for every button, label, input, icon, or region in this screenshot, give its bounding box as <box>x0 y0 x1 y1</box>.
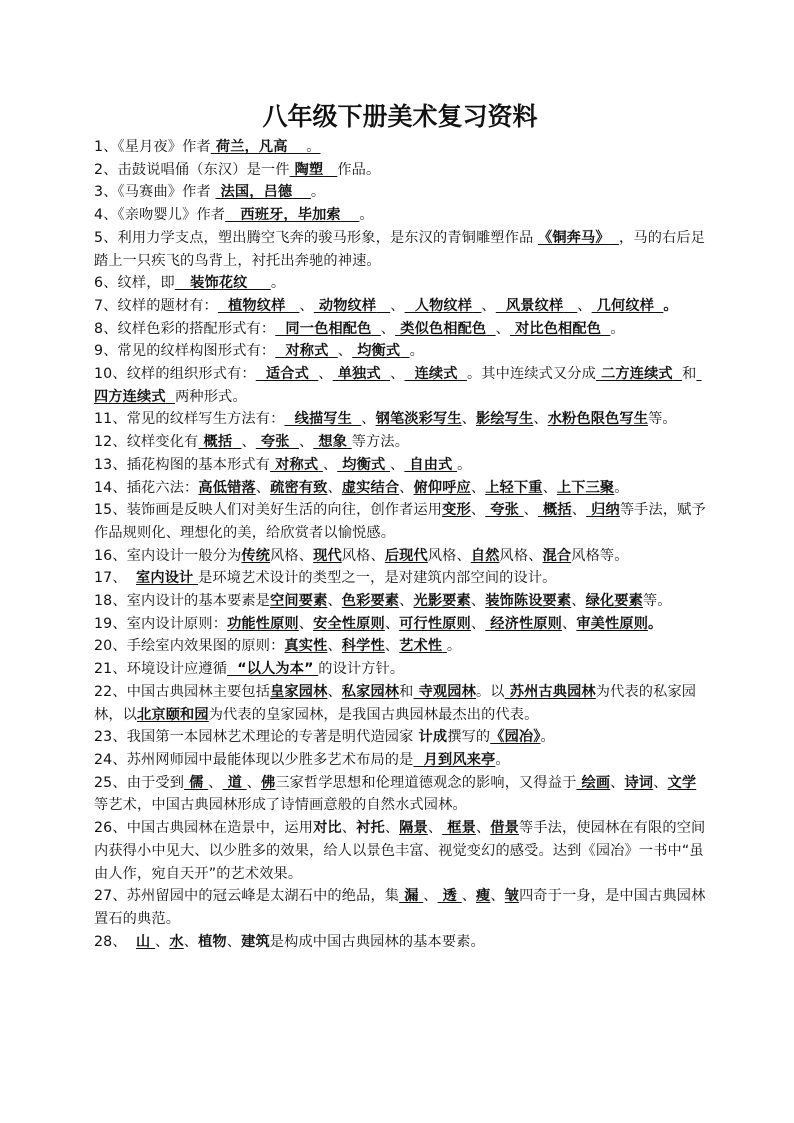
answer-text: 水粉色限色写生 <box>547 411 649 428</box>
item-text: 、 <box>390 297 405 314</box>
answer-text <box>371 321 380 337</box>
answer-text: 审美性原则 <box>576 615 649 632</box>
item-text: 、 <box>361 411 376 428</box>
answer-text: 现代 <box>313 547 342 564</box>
review-item: 14、插花六法：高低错落、疏密有致、虚实结合、俯仰呼应、上轻下重、上下三聚。 <box>94 479 629 496</box>
answer-text: 同一色相配色 <box>275 320 372 337</box>
item-text: 、 <box>523 502 538 519</box>
answer-text: 色彩要素 <box>341 593 400 610</box>
item-number: 27 <box>94 888 113 905</box>
item-text: 等手法，使园林在有限的空间内获得小中见大、以少胜多的效果，给人以景色丰富、视觉变幻的感受。达到《园冶》一书中“虽由人作，宛自天开”的艺术效果。 <box>94 820 706 882</box>
answer-text <box>673 366 682 382</box>
item-text: 、 <box>399 593 414 610</box>
item-text: 纹样的题材有： <box>117 297 218 314</box>
answer-text <box>486 321 495 337</box>
answer-text: 虚实结合 <box>341 479 400 496</box>
item-text: 、 <box>384 615 400 632</box>
answer-text: 水 <box>169 933 184 950</box>
item-number: 3 <box>94 184 104 201</box>
answer-text: 概括 <box>198 434 233 451</box>
item-text: 、 <box>327 638 342 655</box>
answer-text <box>458 366 467 382</box>
item-text: 和 <box>399 683 414 700</box>
item-text: 。 <box>270 275 286 292</box>
answer-text: 绿化要素 <box>585 593 643 610</box>
answer-text: 。 <box>287 139 321 155</box>
review-item: 20、手绘室内效果图的原则：真实性、科学性、艺术性 。 <box>94 638 462 655</box>
answer-text: 动物纹样 <box>313 297 377 314</box>
answer-text: 荷兰，凡高 <box>210 139 288 155</box>
answer-text <box>285 298 299 314</box>
item-text: 、 <box>490 888 505 905</box>
answer-text: 漏 <box>399 888 419 905</box>
answer-text <box>328 343 337 359</box>
item-number: 14 <box>94 479 113 496</box>
item-text: 、 <box>571 593 586 610</box>
review-item: 11、常见的纹样写生方法有： 线描写生 、钢笔淡彩写生、影绘写生、水粉色限色写生等。 <box>94 411 677 428</box>
answer-text: 西班牙，毕加索 <box>225 207 341 224</box>
answer-text: 二方连续式 <box>595 366 673 383</box>
item-text: 风格、 <box>427 547 471 564</box>
item-text: 三家哲学思想和伦理道德观念的影响，又得益于 <box>275 774 577 791</box>
item-text: 、 <box>495 320 510 337</box>
answer-text: 钢笔淡彩写生 <box>375 411 462 428</box>
answer-text: 道 <box>222 774 242 791</box>
review-item: 3、《马赛曲》作者 法国，吕德 。 <box>94 184 326 201</box>
item-text: 等方法。 <box>351 434 410 451</box>
answer-text: 隔景 <box>399 820 428 837</box>
item-number: 25 <box>94 774 113 791</box>
item-text: 、 <box>155 933 170 950</box>
item-text: 、 <box>327 593 342 610</box>
review-item: 5、利用力学支点，塑出腾空飞奔的骏马形象，是东汉的青铜雕塑作品 《铜奔马》 ，马的右后足踏上一只疾飞的鸟背上，衬托出奔驰的神速。 <box>94 229 706 269</box>
item-text: 、 <box>241 434 256 451</box>
item-text: 中国古典园林主要包括 <box>126 683 271 700</box>
item-text: 、 <box>299 297 314 314</box>
item-text: 环境设计应遵循 <box>126 661 228 678</box>
answer-text: 俯仰呼应 <box>413 479 471 496</box>
item-text: 。 <box>310 184 326 201</box>
answer-text: 绘画 <box>576 774 611 791</box>
item-text: 风格、 <box>341 547 385 564</box>
item-text: 等艺术，中国古典园林形成了诗情画意般的自然水式园林。 <box>94 797 467 814</box>
answer-text: 诗词 <box>624 774 654 791</box>
answer-text: 寺观园林 <box>413 683 476 700</box>
item-text: 、 <box>183 933 199 950</box>
item-text: 、 <box>246 774 261 791</box>
item-text: 纹样，即 <box>117 275 175 292</box>
answer-text: 线描写生 <box>284 411 352 428</box>
item-text: 、 <box>610 774 625 791</box>
item-number: 13 <box>94 456 113 473</box>
item-text: 、 <box>322 456 338 473</box>
item-number: 15 <box>94 502 113 519</box>
answer-text <box>292 184 311 200</box>
item-text: 、 <box>208 774 223 791</box>
item-text: 、 <box>327 479 342 496</box>
answer-text: 高低错落 <box>198 479 256 496</box>
answer-text: 安全性原则 <box>313 615 385 632</box>
answer-text: 真实性 <box>284 638 328 655</box>
answer-text: 传统 <box>241 547 271 564</box>
answer-text: 北京颐和园 <box>137 706 209 723</box>
answer-text: 科学性 <box>341 638 385 655</box>
item-text: 建筑 <box>241 933 270 950</box>
answer-text: 归纳 <box>586 502 620 519</box>
answer-text <box>472 298 481 314</box>
answer-text <box>323 162 337 178</box>
answer-text <box>563 298 577 314</box>
review-item: 28、 山 、水、植物、建筑是构成中国古典园林的基本要素。 <box>94 933 485 950</box>
answer-text: 类似色相配色 <box>395 320 487 337</box>
item-text: 手绘室内效果图的原则： <box>126 638 285 655</box>
answer-text <box>352 411 361 427</box>
item-text: 、 <box>327 683 342 700</box>
item-number: 19 <box>94 615 113 632</box>
item-text: 等。 <box>648 411 677 428</box>
answer-text: 对称式 <box>270 456 319 473</box>
answer-text: 山 <box>136 933 151 950</box>
item-text: 、 <box>255 479 271 496</box>
answer-text: 自然 <box>470 547 500 564</box>
answer-text: 光影要素 <box>413 593 471 610</box>
answer-text: 均衡式 <box>337 456 386 473</box>
item-number: 28 <box>94 933 113 950</box>
answer-text: 影绘写生 <box>476 411 534 428</box>
review-item-list <box>94 136 706 953</box>
item-text: 。 <box>663 297 678 314</box>
item-text: 风格、 <box>270 547 314 564</box>
item-text: 和 <box>682 366 697 383</box>
answer-text: 可行性原则 <box>399 615 471 632</box>
review-item: 4、《亲吻婴儿》作者 西班牙，毕加索 。 <box>94 207 374 224</box>
item-text <box>127 934 136 950</box>
item-text: 室内设计一般分为 <box>126 547 242 564</box>
review-item: 16、室内设计一般分为传统风格、现代风格、后现代风格、自然风格、混合风格等。 <box>94 547 629 564</box>
item-text: 击鼓说唱俑（东汉）是一件 <box>117 161 290 178</box>
answer-text: 想象 <box>313 434 348 451</box>
item-number: 20 <box>94 638 113 655</box>
review-item: 19、室内设计原则：功能性原则、安全性原则、可行性原则、 经济性原则、审美性原则。 <box>94 615 663 632</box>
review-item: 18、室内设计的基本要素是空间要素、色彩要素、光影要素、装饰陈设要素、绿化要素等。 <box>94 593 672 610</box>
item-text: 、 <box>475 820 491 837</box>
review-item: 25、由于受到 儒 、 道 、佛三家哲学思想和伦理道德观念的影响，又得益于 绘画、诗词、文学等艺术，中国古典园林形成了诗情画意般的自然水式园林。 <box>94 774 697 814</box>
answer-text <box>400 343 409 359</box>
answer-text: 混合 <box>542 547 572 564</box>
item-text: 。以 <box>475 683 505 700</box>
item-text: 、 <box>470 479 486 496</box>
item-text: 、 <box>298 615 314 632</box>
item-text: 、 <box>298 434 314 451</box>
answer-text: 对比色相配色 <box>509 320 602 337</box>
item-text: 的设计方针。 <box>318 661 405 678</box>
review-item: 27、苏州留园中的冠云峰是太湖石中的绝品，集 漏 、 透 、瘦、皱四奇于一身，是中国古典园林置石的典范。 <box>94 888 706 927</box>
item-text: 、 <box>384 638 400 655</box>
item-text: 。 <box>457 456 472 473</box>
answer-text: 艺术性 <box>399 638 443 655</box>
item-text: 插花六法： <box>126 479 199 496</box>
item-text: 纹样的组织形式有： <box>126 366 256 383</box>
item-number: 4 <box>94 207 104 224</box>
item-text: 对比 <box>313 820 342 837</box>
item-number: 18 <box>94 593 113 610</box>
item-text: 。 <box>614 479 629 496</box>
item-text: 室内设计原则： <box>126 615 228 632</box>
item-text: 作品。 <box>337 161 381 178</box>
item-text: 衬托 <box>356 820 385 837</box>
item-number: 23 <box>94 729 113 746</box>
item-text: 纹样变化有 <box>126 434 199 451</box>
answer-text: 月到风来亭 <box>413 751 496 768</box>
answer-text: 私家园林 <box>341 683 400 700</box>
item-text: 为代表的私家园林，以 <box>94 683 697 723</box>
review-item: 21、环境设计应遵循 “以人为本” 的设计方针。 <box>94 661 405 678</box>
answer-text <box>601 321 610 337</box>
answer-text: 透 <box>437 888 458 905</box>
item-text: 由于受到 <box>126 774 185 791</box>
answer-text: 后现代 <box>384 547 428 564</box>
item-text: 。 <box>540 729 555 746</box>
item-text: 两种形式。 <box>175 388 247 405</box>
answer-text: 佛 <box>260 774 276 791</box>
answer-text: “以人为本” <box>227 661 314 678</box>
item-text: 、 <box>470 502 486 519</box>
item-number: 1 <box>94 139 104 155</box>
answer-text <box>166 389 175 405</box>
item-number: 2 <box>94 161 104 178</box>
answer-text <box>248 275 271 291</box>
item-text: 中国古典园林在造景中，运用 <box>126 820 314 837</box>
item-text: 《星月夜》作者 <box>117 139 211 155</box>
answer-text: 苏州古典园林 <box>504 683 596 700</box>
item-number: 6 <box>94 275 104 292</box>
item-text: 计成 <box>413 729 448 746</box>
item-text: 、 <box>562 615 577 632</box>
item-text: 、 <box>577 297 592 314</box>
answer-text: 上下三聚 <box>556 479 615 496</box>
item-text: 、 <box>470 615 486 632</box>
answer-text <box>610 230 619 246</box>
item-text: 等。 <box>642 593 672 610</box>
item-text: 植物 <box>198 933 227 950</box>
item-text: 利用力学支点，塑出腾空飞奔的骏马形象，是东汉的青铜雕塑作品 <box>117 229 538 246</box>
review-item: 10、纹样的组织形式有： 适合式 、 单独式 、 连续式 。其中连续式又分成 二方连续式 和 四方连续式 两种形式。 <box>94 366 702 405</box>
item-text: 、 <box>653 774 668 791</box>
review-item: 17、 室内设计 是环境艺术设计的类型之一，是对建筑内部空间的设计。 <box>94 570 557 587</box>
item-text: 装饰画是反映人们对美好生活的向往，创作者运用 <box>126 502 443 519</box>
item-text: 、 <box>226 933 242 950</box>
item-text: 风格等。 <box>571 547 629 564</box>
item-number: 22 <box>94 683 113 700</box>
item-number: 10 <box>94 366 113 383</box>
answer-text: 儒 <box>184 774 204 791</box>
item-number: 5 <box>94 229 104 246</box>
item-text: 是构成中国古典园林的基本要素。 <box>269 933 485 950</box>
answer-text: 人物纹样 <box>404 297 473 314</box>
item-text: 室内设计的基本要素是 <box>126 593 271 610</box>
item-text: 、 <box>542 479 557 496</box>
answer-text <box>376 298 390 314</box>
item-text: 常见的纹样写生方法有： <box>126 411 285 428</box>
answer-text: 几何纹样 <box>591 297 655 314</box>
item-text: 是环境艺术设计的类型之一，是对建筑内部空间的设计。 <box>198 570 557 587</box>
item-text: 、 <box>481 297 496 314</box>
item-number: 12 <box>94 434 113 451</box>
review-item: 12、纹样变化有 概括 、 夸张 、 想象 等方法。 <box>94 434 410 451</box>
item-number: 26 <box>94 820 113 837</box>
item-text: 、 <box>384 820 400 837</box>
answer-text: 概括 <box>537 502 572 519</box>
item-text: 、 <box>571 502 587 519</box>
item-text: 、 <box>427 820 443 837</box>
answer-text: 皇家园林 <box>270 683 328 700</box>
answer-text <box>232 434 241 450</box>
item-text: 纹样色彩的搭配形式有： <box>117 320 276 337</box>
review-item: 24、苏州网师园中最能体现以少胜多艺术布局的是 月到风来亭。 <box>94 751 510 768</box>
review-item: 23、我国第一本园林艺术理论的专著是明代造园家 计成撰写的《园冶》。 <box>94 729 555 746</box>
item-text: 苏州网师园中最能体现以少胜多艺术布局的是 <box>126 751 414 768</box>
item-number: 21 <box>94 661 113 678</box>
answer-text: 均衡式 <box>352 343 401 360</box>
item-number: 7 <box>94 297 104 314</box>
review-item: 15、装饰画是反映人们对美好生活的向往，创作者运用变形、 夸张 、 概括、 归纳等手法，赋予作品规则化、理想化的美，给欣赏者以愉悦感。 <box>94 502 706 541</box>
answer-text: 功能性原则 <box>227 615 299 632</box>
answer-text: 变形 <box>442 502 471 519</box>
answer-text: 夸张 <box>485 502 519 519</box>
answer-text: 室内设计 <box>136 570 194 587</box>
item-text: 风格、 <box>499 547 543 564</box>
item-text: 、 <box>533 411 548 428</box>
answer-text: 对称式 <box>275 343 329 360</box>
answer-text: 自由式 <box>404 456 453 473</box>
review-item: 8、纹样色彩的搭配形式有： 同一色相配色 、 类似色相配色 、 对比色相配色 。 <box>94 320 625 337</box>
answer-text: 疏密有致 <box>270 479 328 496</box>
item-text: 、 <box>461 888 477 905</box>
item-text: 。 <box>446 638 462 655</box>
item-number: 17 <box>94 570 113 587</box>
item-text: 、 <box>423 888 438 905</box>
item-text: 我国第一本园林艺术理论的专著是明代造园家 <box>126 729 414 746</box>
item-text: 。其中连续式又分成 <box>466 366 596 383</box>
review-item: 26、中国古典园林在造景中，运用对比、衬托、隔景、 框景、借景等手法，使园林在有限的空间内获得小中见大、以少胜多的效果，给人以景色丰富、视觉变幻的感受。达到《园冶》一书中“虽由人作，宛自天开”的艺术效果。 <box>94 820 706 882</box>
review-item: 22、中国古典园林主要包括皇家园林、私家园林和 寺观园林。以 苏州古典园林为代表的私家园林，以北京颐和园为代表的皇家园林，是我国古典园林最杰出的代表。 <box>94 683 697 723</box>
item-number: 11 <box>94 411 113 428</box>
item-text: 、 <box>318 366 333 383</box>
item-text: 为代表的皇家园林，是我国古典园林最杰出的代表。 <box>208 706 539 723</box>
item-text: 、 <box>341 820 357 837</box>
answer-text: 文学 <box>667 774 697 791</box>
answer-text: 框景 <box>442 820 476 837</box>
item-text: 、 <box>390 366 405 383</box>
answer-text <box>309 366 318 382</box>
item-text: 撰写的 <box>447 729 491 746</box>
item-text: 常见的纹样构图形式有： <box>117 343 276 360</box>
item-number: 24 <box>94 751 113 768</box>
item-text: 苏州留园中的冠云峰是太湖石中的绝品，集 <box>126 888 400 905</box>
document-title: 八年级下册美术复习资料 <box>262 102 538 131</box>
item-number: 9 <box>94 343 104 360</box>
answer-text <box>290 434 299 450</box>
item-text: 插花构图的基本形式有 <box>126 456 271 473</box>
item-number: 8 <box>94 320 104 337</box>
review-item: 13、插花构图的基本形式有 对称式 、 均衡式 、 自由式 。 <box>94 456 472 473</box>
item-number: 16 <box>94 547 113 564</box>
answer-text: 法国，吕德 <box>215 184 293 201</box>
answer-text: 风景纹样 <box>495 297 564 314</box>
answer-text: 上轻下重 <box>485 479 543 496</box>
item-text: 。 <box>409 343 424 360</box>
answer-text: 经济性原则 <box>485 615 562 632</box>
answer-text: 连续式 <box>404 366 458 383</box>
review-item: 9、常见的纹样构图形式有： 对称式 、 均衡式 。 <box>94 343 424 360</box>
item-text: 《亲吻婴儿》作者 <box>117 207 226 224</box>
review-item: 1、《星月夜》作者 荷兰，凡高 。 <box>94 139 321 155</box>
answer-text: 空间要素 <box>270 593 328 610</box>
item-text: 、 <box>380 320 396 337</box>
answer-text: 适合式 <box>255 366 309 383</box>
review-item: 2、击鼓说唱俑（东汉）是一件 陶塑 作品。 <box>94 161 381 178</box>
answer-text: 《园冶》 <box>490 729 541 746</box>
item-text <box>127 570 136 586</box>
answer-text: 装饰陈设要素 <box>485 593 572 610</box>
answer-text: 瘦 <box>476 888 491 905</box>
item-text: 《马赛曲》作者 <box>117 184 216 201</box>
item-text: ，马的右后足踏上一只疾飞的鸟背上，衬托出奔驰的神速。 <box>94 229 706 269</box>
item-text: 。 <box>648 615 663 632</box>
item-text: 、 <box>470 593 486 610</box>
answer-text: 植物纹样 <box>217 297 286 314</box>
answer-text: 夸张 <box>255 434 290 451</box>
answer-text: 借景 <box>490 820 519 837</box>
item-text: 、 <box>337 343 353 360</box>
answer-text: 皱 <box>504 888 520 905</box>
item-text: 、 <box>390 456 405 473</box>
item-text: 。 <box>610 320 625 337</box>
review-item: 7、纹样的题材有： 植物纹样 、 动物纹样 、 人物纹样 、 风景纹样 、 几何纹样 。 <box>94 297 678 314</box>
answer-text <box>654 298 663 314</box>
answer-text: 装饰花纹 <box>174 275 248 292</box>
item-text: 。 <box>495 751 510 768</box>
review-item: 6、纹样，即 装饰花纹 。 <box>94 275 286 292</box>
item-text: 。 <box>359 207 374 224</box>
answer-text: 单独式 <box>332 366 381 383</box>
answer-text <box>381 366 390 382</box>
answer-text <box>341 207 360 223</box>
item-text: 、 <box>461 411 476 428</box>
answer-text: 陶塑 <box>289 161 324 178</box>
answer-text: 《铜奔马》 <box>537 229 610 246</box>
item-text: 四奇于一身，是中国古典园林置石的典范。 <box>94 888 706 927</box>
answer-text: 四方连续式 <box>94 366 702 405</box>
item-text: 、 <box>399 479 414 496</box>
item-text: 等手法，赋予作品规则化、理想化的美，给欣赏者以愉悦感。 <box>94 502 706 541</box>
